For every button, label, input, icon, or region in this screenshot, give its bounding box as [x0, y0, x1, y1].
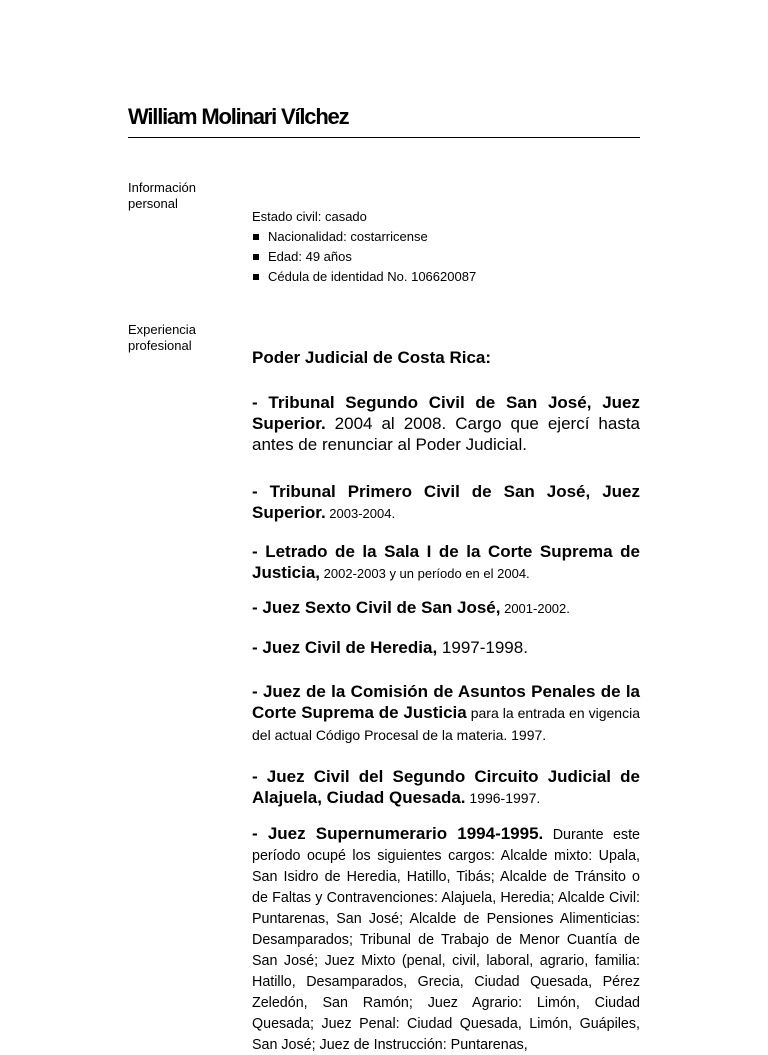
entry-text: 1996-1997. [465, 790, 541, 806]
entry-text: para la entrada en vigencia del actual Código Procesal de la materia. 1997. [252, 705, 640, 743]
experience-entry [252, 681, 640, 746]
experience-entry [252, 392, 640, 455]
experience-entry [252, 541, 640, 584]
entry-title: - Juez de la Comisión de Asuntos Penales de la Corte Suprema de Justicia [252, 682, 640, 722]
document-title: William Molinari Vílchez [128, 104, 349, 129]
list-item: Nacionalidad: costarricense [252, 227, 640, 247]
experience-entry [252, 481, 640, 524]
marital-status: Estado civil: casado [252, 209, 367, 224]
entry-title: - Tribunal Segundo Civil de San José, Juez Superior. [252, 393, 640, 433]
entry-title: - Letrado de la Sala I de la Corte Suprema de Justicia, [252, 542, 640, 582]
list-item: Edad: 49 años [252, 247, 640, 267]
entry-title: - Tribunal Primero Civil de San José, Juez Superior. [252, 482, 640, 522]
title-divider [128, 137, 640, 138]
entry-title: - Juez Sexto Civil de San José, [252, 598, 501, 617]
employer-heading: Poder Judicial de Costa Rica: [252, 348, 492, 367]
entry-title: - Juez Supernumerario 1994-1995. [252, 824, 544, 843]
section-label-experience: Experiencia profesional [128, 322, 196, 353]
list-item: Cédula de identidad No. 106620087 [252, 267, 640, 287]
section-label-personal: Información personal [128, 180, 196, 211]
personal-info [252, 207, 640, 287]
entry-text: 2002-2003 y un período en el 2004. [320, 566, 530, 581]
experience-entry [252, 597, 640, 619]
entry-text: Durante este período ocupé los siguientes cargos: Alcalde mixto: Upala, San Isidro de Heredia, Hatillo, Tibás; Alcalde de Tránsito o de Faltas y Contravenciones: Alajuela, Heredia; Alcalde Civil: Puntarenas, San José; Alcalde de Pensiones Alimenticias: Desamparados; Tribunal de Trabajo de Menor Cuantía de San José; Juez Mixto (penal, civil, laboral, agrario, familia: Hatillo, Desamparados, Grecia, Ciudad Quesada, Pérez Zeledón, San Ramón; Juez Agrario: Limón, Ciudad Quesada; Juez Penal: Ciudad Quesada, Limón, Guápiles, San José; Juez de Instrucción: Puntarenas, [252, 827, 640, 1053]
experience-entry [252, 637, 640, 658]
entry-text: 2001-2002. [500, 601, 570, 616]
experience-entry [252, 766, 640, 809]
experience-entry [252, 824, 640, 1055]
entry-text: 1997-1998. [437, 638, 528, 657]
entry-title: - Juez Civil del Segundo Circuito Judicial de Alajuela, Ciudad Quesada. [252, 767, 640, 807]
entry-title: - Juez Civil de Heredia, [252, 638, 438, 657]
entry-text: 2003-2004. [325, 506, 396, 521]
entry-text: 2004 al 2008. Cargo que ejercí hasta antes de renunciar al Poder Judicial. [252, 414, 640, 454]
